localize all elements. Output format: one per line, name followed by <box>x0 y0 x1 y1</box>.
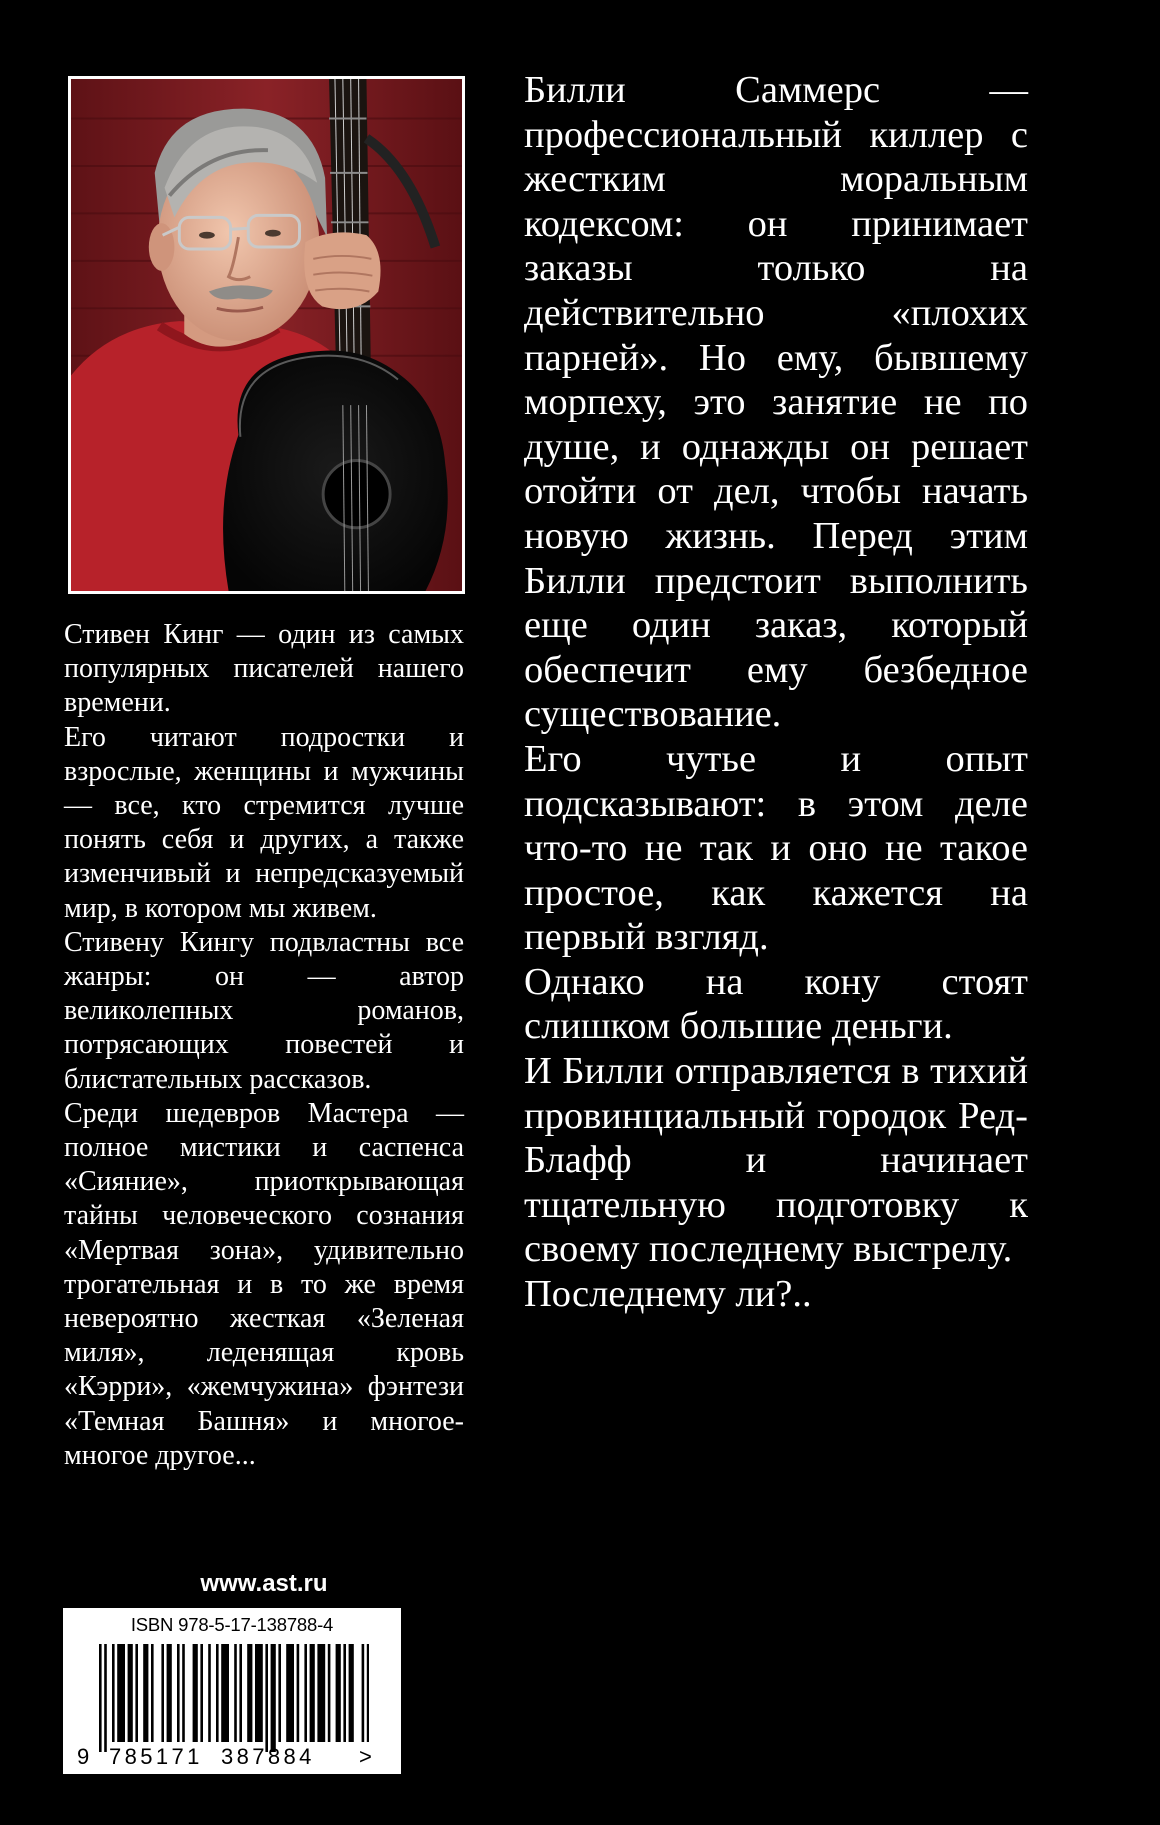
blurb-paragraph: Его чутье и опыт подсказывают: в этом деле что-то не так и оно не такое простое, как кажется на первый взгляд. <box>524 737 1028 959</box>
barcode-bar <box>193 1644 198 1742</box>
barcode-bar <box>104 1644 107 1752</box>
barcode-digit-first: 9 <box>77 1744 90 1769</box>
barcode-bar <box>255 1644 263 1742</box>
barcode-bar <box>216 1644 219 1742</box>
author-photo <box>68 76 465 594</box>
blurb-paragraph: Билли Саммерс — профессиональный киллер с жестким моральным кодексом: он принимает заказы только на действительно «плохих парней». Но ему, бывшему морпеху, это занятие не по душе, и однажды он решает отойти от дел, чтобы начать новую жизнь. Перед этим Билли предстоит выполнить еще один заказ, который обеспечит ему безбедное существование. <box>524 69 1028 736</box>
barcode-bar <box>182 1644 185 1742</box>
barcode-bar <box>297 1644 300 1742</box>
barcode-bar <box>208 1644 211 1742</box>
barcode-bar <box>336 1644 341 1742</box>
barcode-bar <box>200 1644 203 1742</box>
barcode-bar <box>112 1644 115 1742</box>
barcode-bar <box>234 1644 237 1742</box>
barcode-bar <box>271 1644 276 1752</box>
blurb-paragraph: Последнему ли?.. <box>524 1273 812 1316</box>
blurb-paragraph: И Билли отправляется в тихий провинциальный городок Ред-Блафф и начинает тщательную подготовку к своему последнему выстрелу. <box>524 1050 1028 1271</box>
author-bio <box>64 618 464 1473</box>
barcode-bar <box>143 1644 148 1742</box>
barcode-digits-right: 387884 <box>221 1744 315 1769</box>
barcode-bar <box>278 1644 281 1742</box>
barcode-arrow: > <box>359 1744 372 1769</box>
barcode-bar <box>135 1644 138 1742</box>
publisher-website: www.ast.ru <box>200 1570 328 1597</box>
barcode-bar <box>221 1644 229 1742</box>
barcode-bar <box>161 1644 164 1742</box>
barcode-bar <box>304 1644 307 1742</box>
barcode-bar <box>343 1644 346 1742</box>
barcode-bar <box>362 1644 365 1742</box>
barcode-bar <box>367 1644 369 1742</box>
barcode-bar <box>317 1644 325 1742</box>
author-photo-illustration <box>71 79 462 591</box>
barcode-bar <box>177 1644 180 1742</box>
barcode-bars <box>99 1644 369 1752</box>
barcode-bar <box>99 1644 102 1752</box>
barcode-bar <box>310 1644 315 1742</box>
bio-paragraph: Стивену Кингу подвластны все жанры: он — автор великолепных романов, потрясающих повестей и блистательных рассказов. <box>64 926 464 1095</box>
bio-paragraph: Его читают подростки и взрослые, женщины и мужчины — все, кто стремится лучше понять себя и других, а также изменчивый и непредсказуемый мир, в котором мы живем. <box>64 721 464 924</box>
isbn-label: ISBN 978-5-17-138788-4 <box>130 1614 334 1635</box>
barcode-bar <box>286 1644 294 1742</box>
barcode-bar <box>128 1644 133 1742</box>
bio-paragraph: Стивен Кинг — один из самых популярных писателей нашего времени. <box>64 619 464 719</box>
barcode-bar <box>151 1644 154 1742</box>
barcode-digits-left: 785171 <box>109 1744 203 1769</box>
book-blurb <box>524 68 1028 1317</box>
barcode-bar <box>117 1644 125 1742</box>
isbn-barcode <box>63 1608 401 1774</box>
barcode-bar <box>167 1644 172 1742</box>
barcode-bar <box>239 1644 242 1742</box>
barcode-bar <box>349 1644 354 1742</box>
barcode-digits <box>63 1744 401 1768</box>
barcode-bar <box>328 1644 331 1742</box>
bio-paragraph: Среди шедевров Мастера — полное мистики и саспенса «Сияние», приоткрывающая тайны человеческого сознания «Мертвая зона», удивительно трогательная и в то же время невероятно жесткая «Зеленая миля», леденящая кровь «Кэрри», «жемчужина» фэнтези «Темная Башня» и многое-многое другое... <box>64 1097 464 1471</box>
barcode-bar <box>247 1644 252 1742</box>
blurb-paragraph: Однако на кону стоят слишком большие деньги. <box>524 960 1028 1048</box>
barcode-bar <box>265 1644 268 1752</box>
